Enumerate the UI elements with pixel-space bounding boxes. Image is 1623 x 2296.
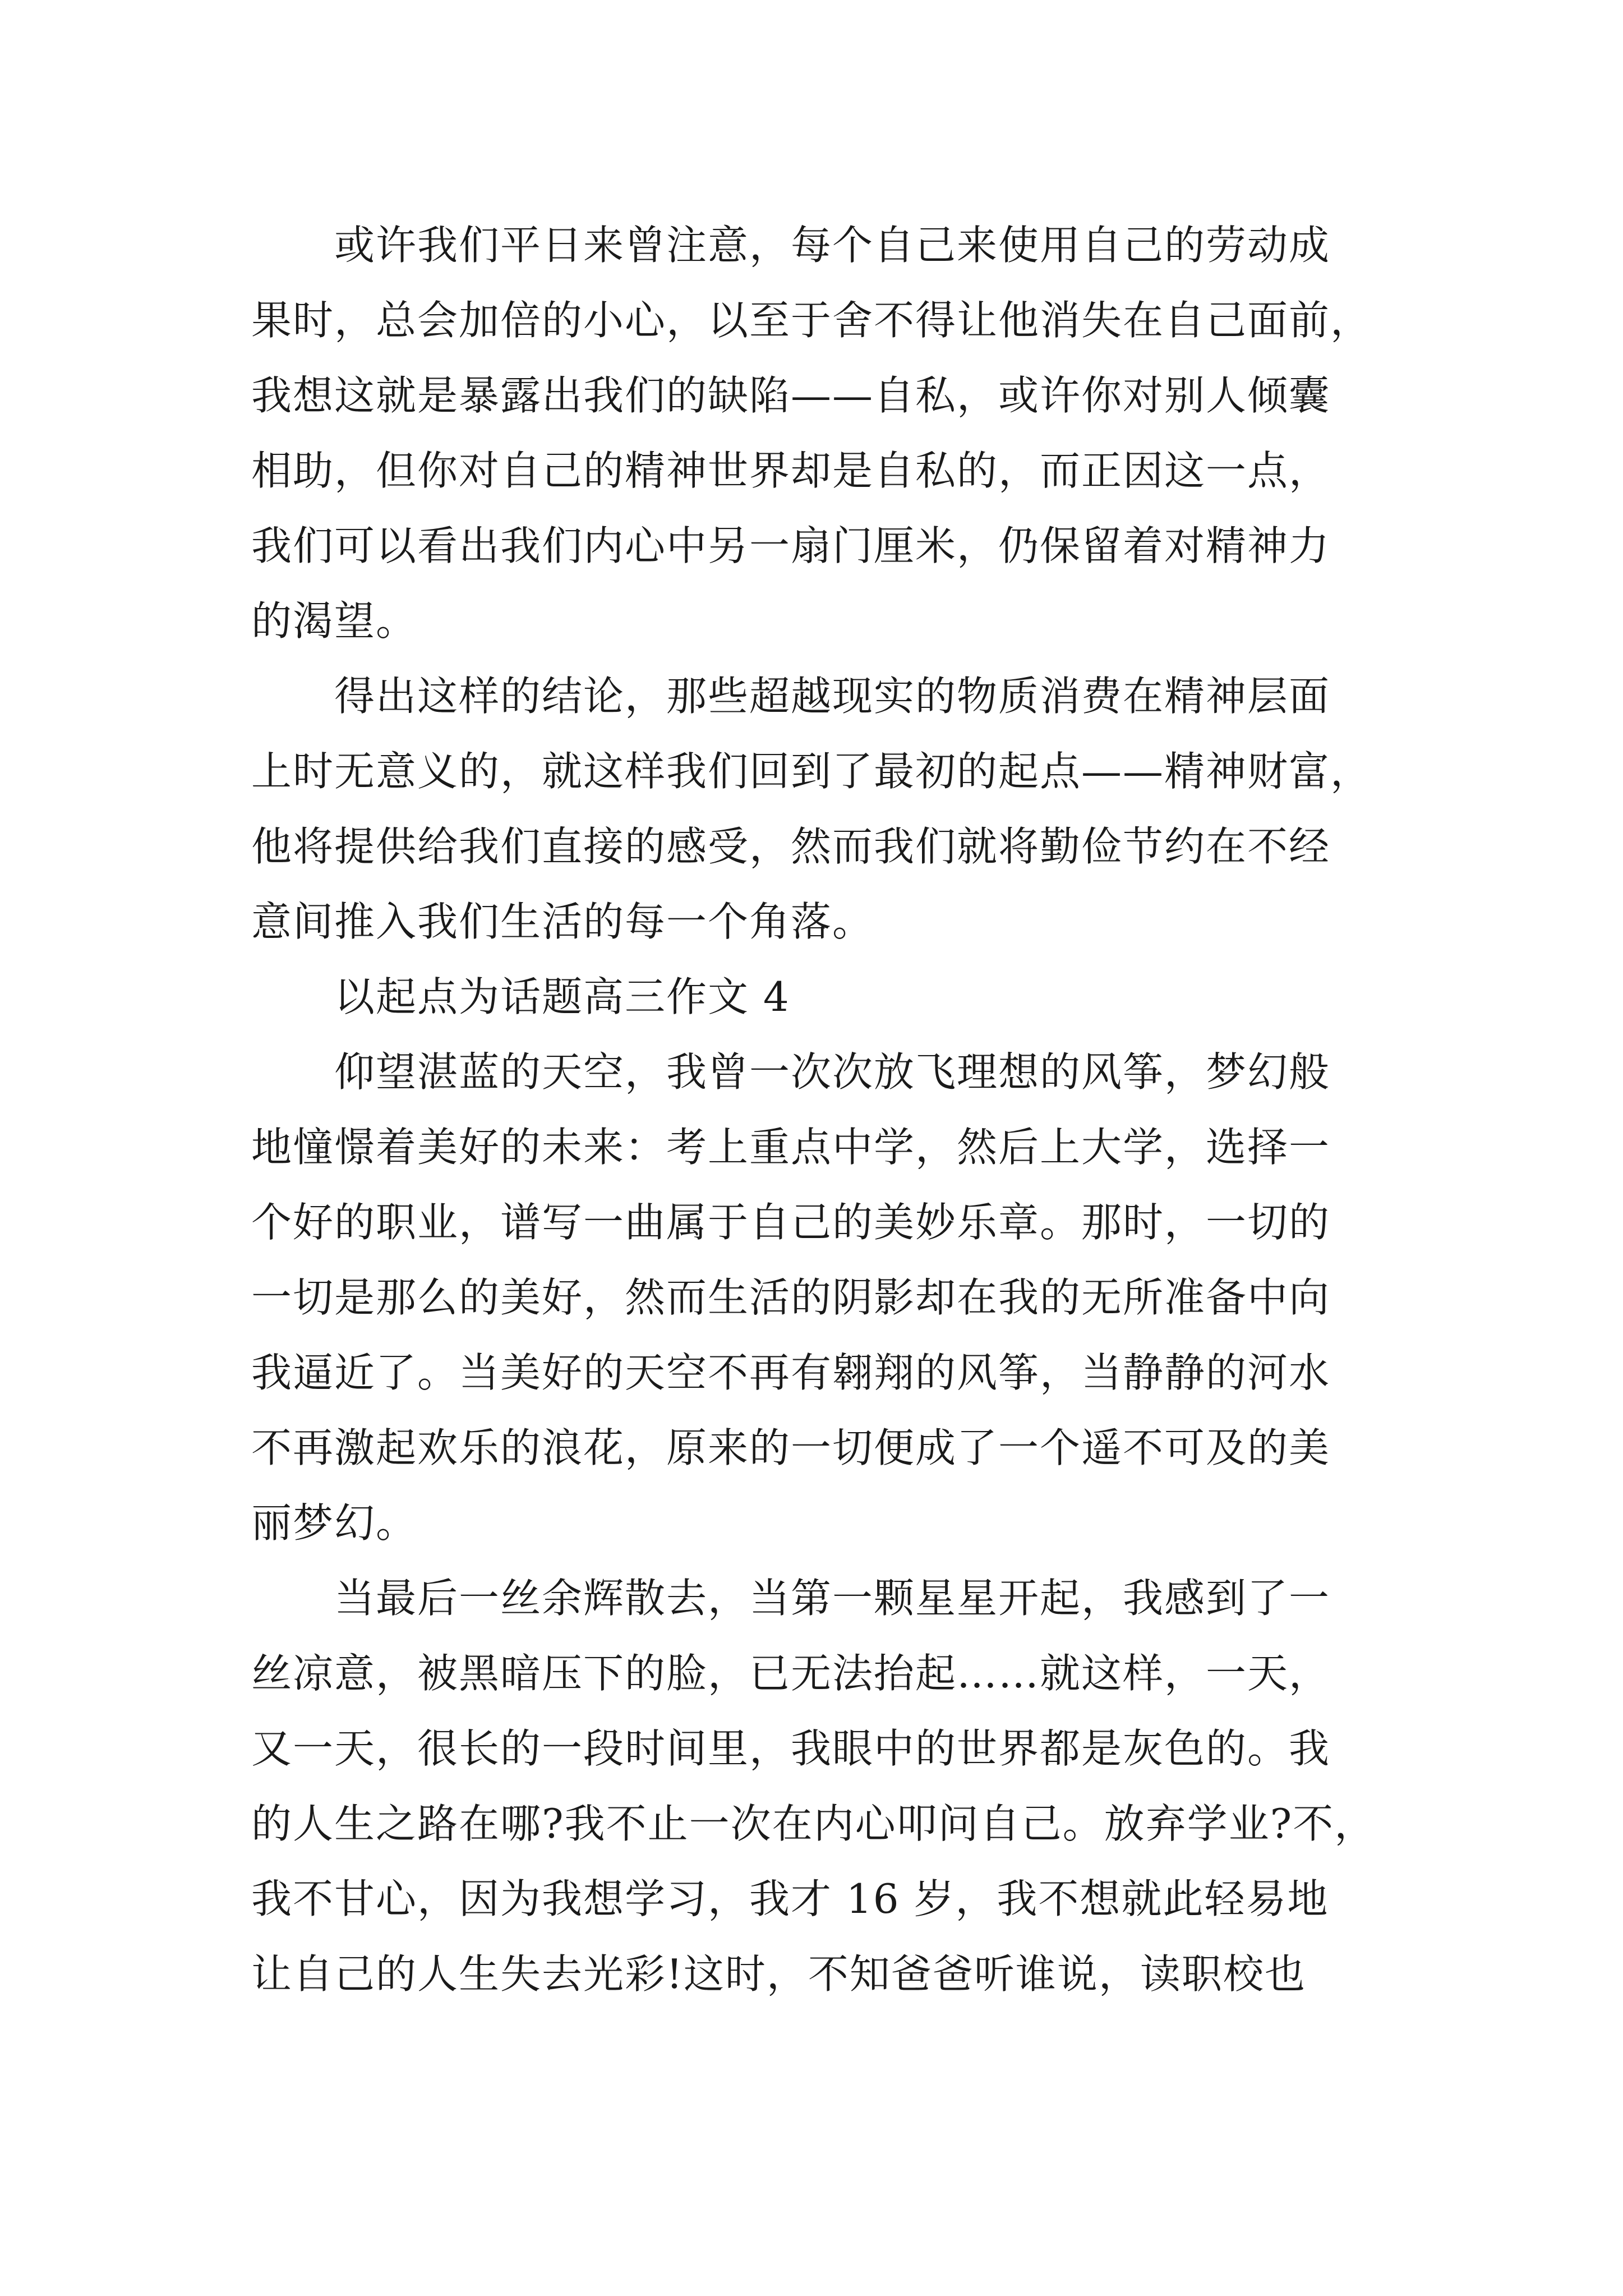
paragraph-2 (251, 659, 1384, 959)
text-line: 仰望湛蓝的天空，我曾一次次放飞理想的风筝，梦幻般 (251, 1048, 1331, 1096)
text-line: 我不甘心，因为我想学习，我才 16 岁，我不想就此轻易地 (251, 1875, 1329, 1922)
text-line: 果时，总会加倍的小心，以至于舍不得让他消失在自己面前， (251, 297, 1372, 344)
paragraph-4 (251, 1561, 1384, 2012)
text-line: 个好的职业，谱写一曲属于自己的美妙乐章。那时，一切的 (251, 1199, 1331, 1246)
text-line: 一切是那么的美好，然而生活的阴影却在我的无所准备中向 (251, 1274, 1331, 1321)
text-line: 地憧憬着美好的未来：考上重点中学，然后上大学，选择一 (251, 1124, 1331, 1171)
section-heading (251, 959, 1384, 1034)
document-body (251, 208, 1384, 2012)
paragraph-3 (251, 1034, 1384, 1561)
text-line: 当最后一丝余辉散去，当第一颗星星开起，我感到了一 (251, 1575, 1331, 1622)
text-line: 不再激起欢乐的浪花，原来的一切便成了一个遥不可及的美 (251, 1424, 1331, 1471)
text-line: 上时无意义的，就这样我们回到了最初的起点——精神财富， (251, 748, 1372, 795)
text-line: 或许我们平日来曾注意，每个自己来使用自己的劳动成 (251, 222, 1331, 269)
text-line: 的渴望。 (251, 597, 418, 645)
text-line: 让自己的人生失去光彩!这时，不知爸爸听谁说，读职校也 (251, 1950, 1306, 1998)
text-line: 我想这就是暴露出我们的缺陷——自私，或许你对别人倾囊 (251, 372, 1331, 419)
text-line: 的人生之路在哪?我不止一次在内心叩问自己。放弃学业?不， (251, 1800, 1376, 1847)
text-line: 相助，但你对自己的精神世界却是自私的，而正因这一点， (251, 447, 1331, 494)
text-line: 意间推入我们生活的每一个角落。 (251, 898, 874, 945)
text-line: 我们可以看出我们内心中另一扇门厘米，仍保留着对精神力 (251, 522, 1331, 569)
paragraph-1 (251, 208, 1384, 659)
text-line: 他将提供给我们直接的感受，然而我们就将勤俭节约在不经 (251, 823, 1331, 870)
text-line: 我逼近了。当美好的天空不再有翱翔的风筝，当静静的河水 (251, 1349, 1331, 1396)
text-line: 丽梦幻。 (251, 1499, 418, 1547)
text-line: 又一天，很长的一段时间里，我眼中的世界都是灰色的。我 (251, 1725, 1331, 1772)
text-line: 得出这样的结论，那些超越现实的物质消费在精神层面 (251, 673, 1331, 720)
text-line: 丝凉意，被黑暗压下的脸，已无法抬起……就这样，一天， (251, 1650, 1331, 1697)
heading-line: 以起点为话题高三作文 4 (251, 973, 790, 1020)
